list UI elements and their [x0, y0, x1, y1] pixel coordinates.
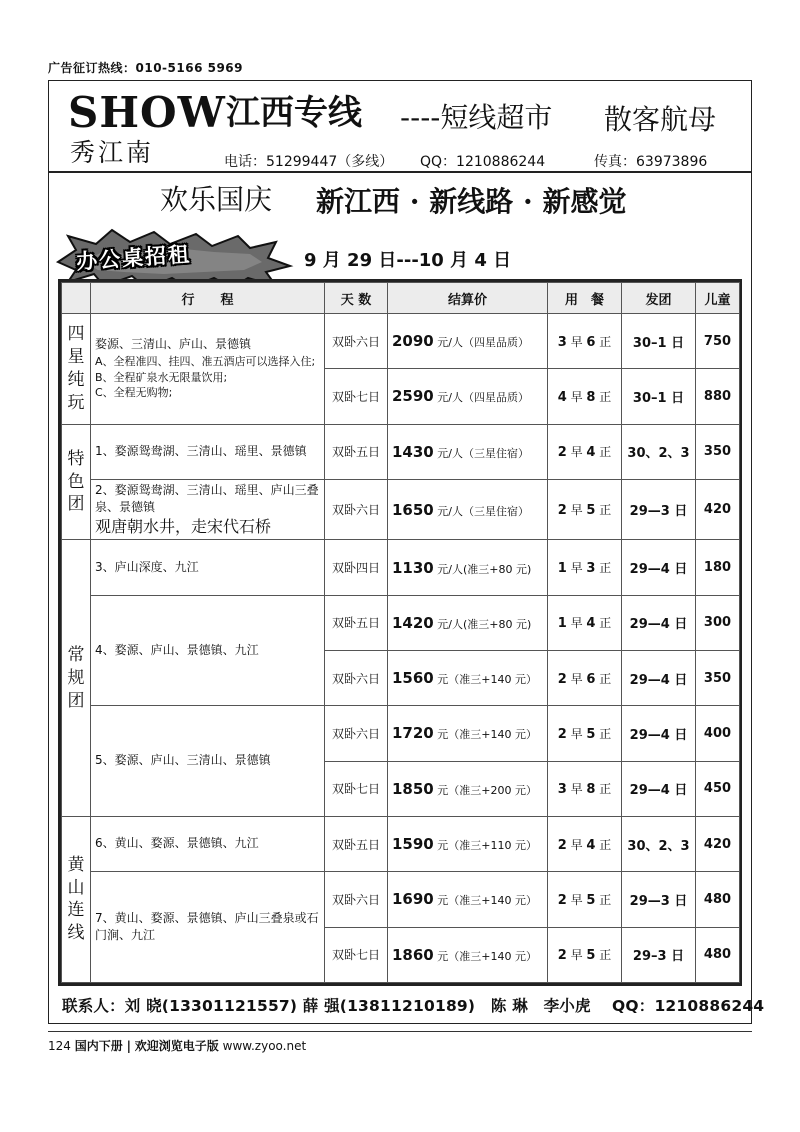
route-note: A、全程准四、挂四、准五酒店可以选择入住;: [95, 354, 316, 368]
meals-breakfast-label: 早: [570, 726, 583, 741]
category-label: 特色团: [67, 448, 85, 515]
meals-cell: [548, 424, 622, 479]
meals-breakfast-label: 早: [570, 892, 583, 907]
departure-cell: 30、2、3: [622, 816, 696, 871]
days-cell: 双卧六日: [325, 651, 388, 706]
route-cell: 7、黄山、婺源、景德镇、庐山三叠泉或石门涧、九江: [91, 872, 325, 983]
route-cell: 5、婺源、庐山、三清山、景德镇: [91, 706, 325, 817]
table-row: [62, 314, 740, 369]
child-price-cell: 180: [696, 540, 740, 595]
meals-dinner-label: 正: [599, 837, 612, 852]
days-cell: 双卧六日: [325, 706, 388, 761]
child-price-cell: 400: [696, 706, 740, 761]
days-cell: 双卧四日: [325, 540, 388, 595]
meals-breakfast-label: 早: [570, 782, 583, 797]
route-title: 2、婺源鸳鸯湖、三清山、瑶里、庐山三叠泉、景德镇: [95, 482, 319, 515]
days-cell: 双卧五日: [325, 424, 388, 479]
title-right: 散客航母: [604, 103, 717, 136]
header-departure: 发团: [622, 283, 696, 314]
table-row: [62, 872, 740, 927]
title-main: 江西专线: [226, 93, 362, 133]
child-price-cell: 880: [696, 369, 740, 424]
phone-number: 电话：51299447（多线）: [224, 154, 394, 170]
meals-cell: [548, 706, 622, 761]
price-cell: [388, 314, 548, 369]
table-row: [62, 479, 740, 539]
meals-breakfast-label: 早: [570, 334, 583, 349]
child-price-cell: 300: [696, 595, 740, 650]
slogan-left: 欢乐国庆: [160, 183, 273, 216]
meals-cell: [548, 816, 622, 871]
category-label: 常规团: [67, 644, 85, 711]
category-label: 四星纯玩: [67, 323, 85, 413]
meals-dinner: 4: [586, 445, 596, 461]
meals-breakfast-label: 早: [570, 837, 583, 852]
price-note: 元/人（四星品质）: [437, 336, 529, 350]
price-cell: [388, 479, 548, 539]
route-cell: 3、庐山深度、九江: [91, 540, 325, 595]
departure-cell: 30–1 日: [622, 369, 696, 424]
meals-cell: [548, 479, 622, 539]
meals-breakfast: 2: [557, 837, 567, 853]
meals-dinner: 5: [586, 948, 596, 964]
route-note: C、全程无购物;: [95, 386, 173, 400]
meals-breakfast-label: 早: [570, 671, 583, 686]
price-value: 1590: [392, 835, 434, 854]
meals-breakfast-label: 早: [570, 389, 583, 404]
meals-cell: [548, 872, 622, 927]
price-cell: [388, 872, 548, 927]
departure-cell: 29–3 日: [622, 927, 696, 982]
meals-dinner: 6: [586, 671, 596, 687]
meals-dinner: 5: [586, 726, 596, 742]
meals-breakfast: 2: [557, 671, 567, 687]
child-price-cell: 350: [696, 424, 740, 479]
price-cell: [388, 595, 548, 650]
price-value: 1420: [392, 613, 434, 632]
tour-table: [61, 282, 740, 983]
meals-dinner: 4: [586, 837, 596, 853]
price-cell: [388, 761, 548, 816]
price-note: 元/人（四星品质）: [437, 391, 529, 405]
welcome-text: 欢迎浏览电子版: [134, 1039, 219, 1053]
travel-dates: 9 月 29 日---10 月 4 日: [304, 250, 512, 271]
price-cell: [388, 651, 548, 706]
departure-cell: 30、2、3: [622, 424, 696, 479]
meals-cell: [548, 651, 622, 706]
meals-dinner-label: 正: [599, 616, 612, 631]
child-price-cell: 480: [696, 872, 740, 927]
days-cell: 双卧五日: [325, 816, 388, 871]
route-cell: 6、黄山、婺源、景德镇、九江: [91, 816, 325, 871]
meals-cell: [548, 369, 622, 424]
price-note: 元（准三+110 元）: [437, 839, 537, 853]
meals-dinner-label: 正: [599, 561, 612, 575]
category-four-star: [62, 314, 91, 425]
meals-dinner-label: 正: [599, 671, 612, 686]
meals-breakfast: 3: [557, 334, 567, 350]
route-cell: 4、婺源、庐山、景德镇、九江: [91, 595, 325, 706]
category-special: [62, 424, 91, 540]
header-divider: [48, 171, 752, 173]
contact-people: 联系人：刘 晓(13301121557) 薛 强(13811210189) 陈 琳 李小虎 QQ：1210886244: [62, 997, 765, 1015]
header-meals: 用 餐: [548, 283, 622, 314]
category-label: 黄山连线: [67, 854, 85, 944]
days-cell: 双卧六日: [325, 314, 388, 369]
price-note: 元（准三+140 元）: [437, 728, 537, 742]
meals-breakfast: 1: [557, 561, 567, 576]
price-note: 元/人(准三+80 元): [437, 617, 532, 631]
category-regular: [62, 540, 91, 817]
meals-breakfast: 2: [557, 503, 567, 519]
price-note: 元/人（三星住宿）: [437, 446, 529, 460]
title-mid: ----短线超市: [400, 101, 553, 134]
child-price-cell: 420: [696, 479, 740, 539]
website-link[interactable]: www.zyoo.net: [222, 1039, 307, 1053]
meals-cell: [548, 314, 622, 369]
header-days: 天 数: [325, 283, 388, 314]
days-cell: 双卧七日: [325, 369, 388, 424]
route-note: B、全程矿泉水无限量饮用;: [95, 370, 228, 384]
price-value: 2090: [392, 332, 434, 351]
ad-hotline: 广告征订热线：010-5166 5969: [48, 61, 244, 75]
meals-breakfast-label: 早: [570, 948, 583, 963]
table-row: [62, 540, 740, 595]
meals-breakfast: 2: [557, 892, 567, 908]
price-value: 1690: [392, 890, 434, 909]
price-value: 1650: [392, 500, 434, 519]
meals-breakfast: 1: [557, 616, 567, 632]
meals-dinner-label: 正: [599, 334, 612, 349]
meals-breakfast: 2: [557, 445, 567, 461]
price-cell: [388, 369, 548, 424]
departure-cell: 29—4 日: [622, 761, 696, 816]
departure-cell: 29—3 日: [622, 479, 696, 539]
meals-breakfast: 4: [557, 389, 567, 405]
price-value: 1850: [392, 779, 434, 798]
badge-text: 办公桌招租: [75, 242, 192, 274]
meals-dinner: 6: [586, 334, 596, 350]
table-header-row: [62, 283, 740, 314]
route-title: 婺源、三清山、庐山、景德镇: [95, 337, 252, 352]
meals-dinner-label: 正: [599, 782, 612, 797]
footer-separator: |: [126, 1039, 131, 1053]
table-row: [62, 816, 740, 871]
days-cell: 双卧六日: [325, 872, 388, 927]
table-row: [62, 706, 740, 761]
page-footer: [48, 1037, 306, 1054]
price-value: 1720: [392, 724, 434, 743]
price-cell: [388, 706, 548, 761]
price-value: 1430: [392, 442, 434, 461]
price-value: 1130: [392, 558, 434, 577]
child-price-cell: 420: [696, 816, 740, 871]
meals-breakfast: 2: [557, 726, 567, 742]
price-cell: [388, 424, 548, 479]
departure-cell: 29—3 日: [622, 872, 696, 927]
meals-breakfast: 3: [557, 782, 567, 798]
table-row: [62, 424, 740, 479]
meals-dinner: 4: [586, 616, 596, 632]
page-number: 124: [48, 1039, 71, 1053]
days-cell: 双卧七日: [325, 761, 388, 816]
meals-cell: [548, 540, 622, 595]
section-name: 国内下册: [74, 1039, 123, 1053]
header-route: 行 程: [91, 283, 325, 314]
meals-dinner-label: 正: [599, 948, 612, 963]
departure-cell: 29—4 日: [622, 651, 696, 706]
days-cell: 双卧七日: [325, 927, 388, 982]
price-note: 元（准三+140 元）: [437, 949, 537, 963]
child-price-cell: 750: [696, 314, 740, 369]
price-value: 1860: [392, 945, 434, 964]
meals-dinner: 3: [586, 561, 596, 576]
departure-cell: 30–1 日: [622, 314, 696, 369]
footer-divider: [48, 1031, 752, 1032]
departure-cell: 29—4 日: [622, 540, 696, 595]
meals-breakfast-label: 早: [570, 445, 583, 460]
meals-dinner: 8: [586, 782, 596, 798]
price-note: 元（准三+140 元）: [437, 894, 537, 908]
price-cell: [388, 540, 548, 595]
slogan-right: 新江西 · 新线路 · 新感觉: [316, 185, 627, 218]
route-cell: [91, 314, 325, 425]
meals-dinner: 5: [586, 892, 596, 908]
meals-cell: [548, 927, 622, 982]
meals-dinner-label: 正: [599, 726, 612, 741]
brand-en: SHOW: [68, 88, 226, 137]
meals-dinner: 8: [586, 389, 596, 405]
price-note: 元/人(准三+80 元): [437, 562, 532, 576]
meals-dinner: 5: [586, 503, 596, 519]
meals-dinner-label: 正: [599, 892, 612, 907]
price-note: 元（准三+200 元）: [437, 783, 537, 797]
fax-number: 传真：63973896: [594, 154, 708, 170]
price-note: 元/人（三星住宿）: [437, 504, 529, 518]
route-cell: 1、婺源鸳鸯湖、三清山、瑶里、景德镇: [91, 424, 325, 479]
price-cell: [388, 816, 548, 871]
meals-dinner-label: 正: [599, 503, 612, 518]
meals-breakfast-label: 早: [570, 616, 583, 631]
meals-breakfast-label: 早: [570, 503, 583, 518]
route-cell: [91, 479, 325, 539]
days-cell: 双卧六日: [325, 479, 388, 539]
header-price: 结算价: [388, 283, 548, 314]
header-child: 儿童: [696, 283, 740, 314]
category-huangshan: [62, 816, 91, 982]
price-value: 2590: [392, 387, 434, 406]
days-cell: 双卧五日: [325, 595, 388, 650]
child-price-cell: 480: [696, 927, 740, 982]
meals-breakfast-label: 早: [570, 561, 583, 575]
price-value: 1560: [392, 669, 434, 688]
meals-cell: [548, 761, 622, 816]
child-price-cell: 350: [696, 651, 740, 706]
meals-cell: [548, 595, 622, 650]
meals-dinner-label: 正: [599, 445, 612, 460]
child-price-cell: 450: [696, 761, 740, 816]
table-row: [62, 595, 740, 650]
meals-dinner-label: 正: [599, 389, 612, 404]
route-highlight: 观唐朝水井，走宋代石桥: [95, 516, 272, 536]
departure-cell: 29—4 日: [622, 706, 696, 761]
brand-cn: 秀江南: [70, 138, 155, 167]
qq-number: QQ：1210886244: [420, 154, 546, 170]
meals-breakfast: 2: [557, 948, 567, 964]
price-cell: [388, 927, 548, 982]
departure-cell: 29—4 日: [622, 595, 696, 650]
header-blank: [62, 283, 91, 314]
price-note: 元（准三+140 元）: [437, 673, 537, 687]
